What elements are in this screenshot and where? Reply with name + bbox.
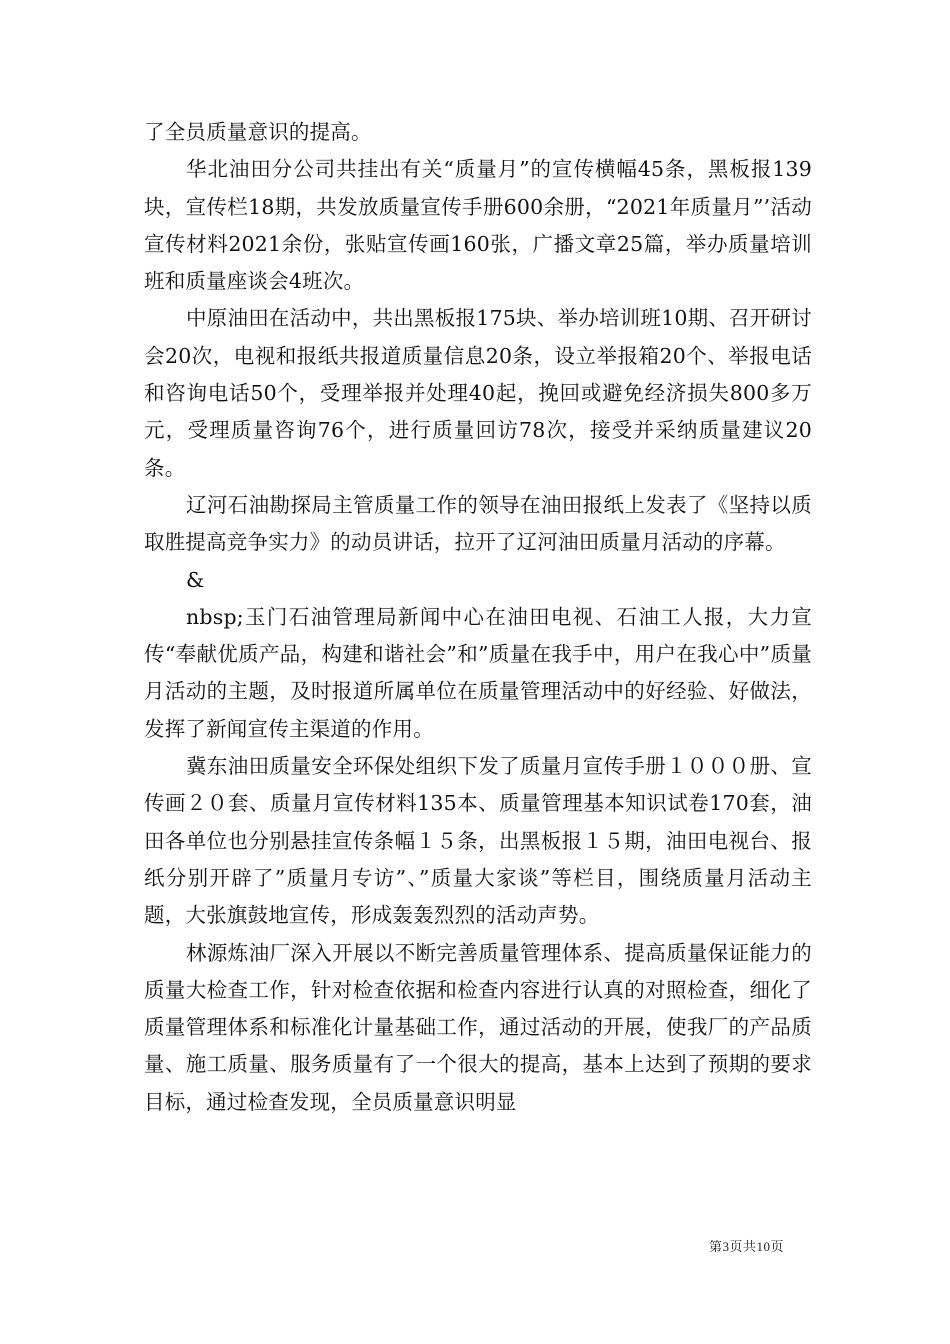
paragraph: 华北油田分公司共挂出有关“质量月”的宣传横幅45条，黑板报139块，宣传栏18期，共发放质量宣传手册600余册，“2021年质量月”’活动宣传材料2021余份，张贴宣传画160张，广播文章25篇，举办质量培训班和质量座谈会4班次。	[144, 157, 812, 294]
document-body	[144, 114, 812, 1121]
page-number-footer: 第3页共10页	[709, 1239, 785, 1254]
paragraph: 冀东油田质量安全环保处组织下发了质量月宣传手册１０００册、宣传画２０套、质量月宣传材料135本、质量管理基本知识试卷170套，油田各单位也分别悬挂宣传条幅１５条，出黑板报１５期，油田电视台、报纸分别开辟了”质量月专访”、”质量大家谈”等栏目，围绕质量月活动主题，大张旗鼓地宣传，形成轰轰烈烈的活动声势。	[144, 754, 812, 928]
paragraph: &	[186, 567, 205, 592]
paragraph: nbsp;玉门石油管理局新闻中心在油田电视、石油工人报，大力宣传“奉献优质产品，构建和谐社会”和”质量在我手中，用户在我心中”质量月活动的主题，及时报道所属单位在质量管理活动中的好经验、好做法，发挥了新闻宣传主渠道的作用。	[144, 604, 812, 741]
paragraph: 辽河石油勘探局主管质量工作的领导在油田报纸上发表了《坚持以质取胜提高竞争实力》的动员讲话，拉开了辽河油田质量月活动的序幕。	[144, 492, 812, 555]
paragraph: 了全员质量意识的提高。	[144, 120, 372, 144]
paragraph: 中原油田在活动中，共出黑板报175块、举办培训班10期、召开研讨会20次，电视和报纸共报道质量信息20条，设立举报箱20个、举报电话和咨询电话50个，受理举报并处理40起，挽回或避免经济损失800多万元，受理质量咨询76个，进行质量回访78次，接受并采纳质量建议20条。	[144, 306, 812, 480]
paragraph: 林源炼油厂深入开展以不断完善质量管理体系、提高质量保证能力的质量大检查工作，针对检查依据和检查内容进行认真的对照检查，细化了质量管理体系和标准化计量基础工作，通过活动的开展，使我厂的产品质量、施工质量、服务质量有了一个很大的提高，基本上达到了预期的要求目标，通过检查发现，全员质量意识明显	[144, 940, 812, 1114]
